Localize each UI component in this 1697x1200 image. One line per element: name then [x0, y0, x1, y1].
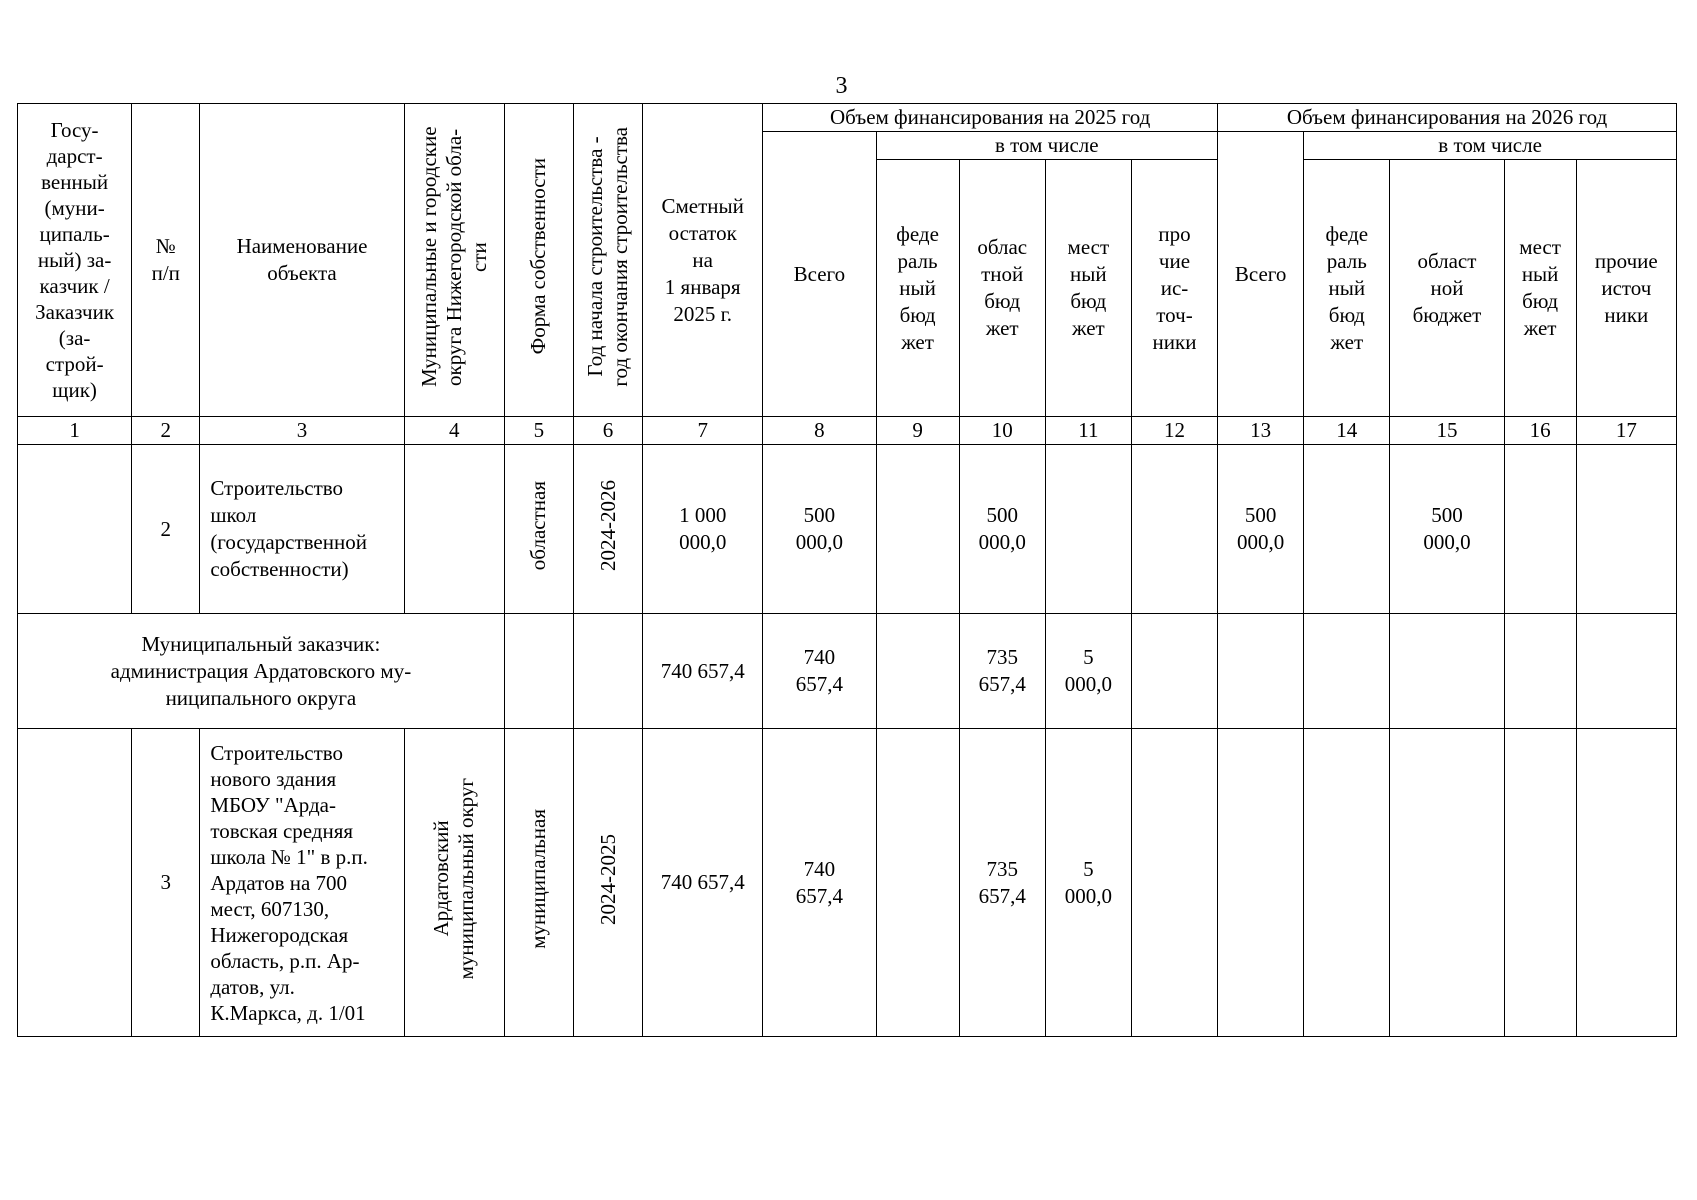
cell-local-2026 [1504, 614, 1576, 729]
column-number: 16 [1504, 417, 1576, 445]
column-number: 9 [876, 417, 959, 445]
cell-local-2026 [1504, 729, 1576, 1037]
header-total-2025: Всего [763, 132, 876, 417]
column-number: 3 [200, 417, 404, 445]
column-number: 5 [504, 417, 573, 445]
cell-regional-2025: 735 657,4 [959, 614, 1045, 729]
cell-other-2026 [1576, 445, 1676, 614]
cell-customer [18, 729, 132, 1037]
cell-total-2025: 740 657,4 [763, 614, 876, 729]
header-other-2026: прочие источ ники [1576, 160, 1676, 417]
cell-federal-2026 [1304, 445, 1390, 614]
header-row-top [18, 104, 1677, 132]
column-number: 2 [132, 417, 200, 445]
header-including-2026: в том числе [1304, 132, 1677, 160]
cell-regional-2025: 735 657,4 [959, 729, 1045, 1037]
column-number: 12 [1131, 417, 1217, 445]
cell-federal-2025 [876, 614, 959, 729]
cell-years [573, 614, 642, 729]
cell-district [404, 445, 504, 614]
cell-total-2025: 740 657,4 [763, 729, 876, 1037]
column-number: 8 [763, 417, 876, 445]
cell-remainder: 740 657,4 [643, 729, 763, 1037]
header-object-name: Наименование объекта [200, 104, 404, 417]
cell-number: 3 [132, 729, 200, 1037]
header-estimated-remainder: Сметный остаток на 1 января 2025 г. [643, 104, 763, 417]
cell-total-2026 [1218, 614, 1304, 729]
cell-municipal-customer: Муниципальный заказчик: администрация Ардатовского му- ниципального округа [18, 614, 505, 729]
column-number: 14 [1304, 417, 1390, 445]
header-local-2026: мест ный бюд жет [1504, 160, 1576, 417]
cell-local-2026 [1504, 445, 1576, 614]
header-construction-years: Год начала строительства - год окончания строительства [573, 104, 642, 417]
cell-regional-2026: 500 000,0 [1390, 445, 1504, 614]
cell-remainder: 740 657,4 [643, 614, 763, 729]
header-financing-2025: Объем финансирования на 2025 год [763, 104, 1218, 132]
cell-ownership: областная [504, 445, 573, 614]
column-number: 13 [1218, 417, 1304, 445]
cell-other-2026 [1576, 614, 1676, 729]
header-districts: Муниципальные и городские округа Нижегородской обла- сти [404, 104, 504, 417]
cell-ownership [504, 614, 573, 729]
header-number: № п/п [132, 104, 200, 417]
cell-regional-2026 [1390, 614, 1504, 729]
cell-other-2025 [1131, 445, 1217, 614]
cell-number: 2 [132, 445, 200, 614]
header-financing-2026: Объем финансирования на 2026 год [1218, 104, 1677, 132]
header-including-2025: в том числе [876, 132, 1218, 160]
table-row [18, 729, 1677, 1037]
cell-regional-2025: 500 000,0 [959, 445, 1045, 614]
header-local-2025: мест ный бюд жет [1045, 160, 1131, 417]
header-ownership-form: Форма собственности [504, 104, 573, 417]
cell-federal-2025 [876, 445, 959, 614]
cell-total-2025: 500 000,0 [763, 445, 876, 614]
cell-other-2025 [1131, 729, 1217, 1037]
cell-district: Ардатовский муниципальный округ [404, 729, 504, 1037]
cell-object-name: Строительство нового здания МБОУ "Арда- товская средняя школа № 1" в р.п. Ардатов на 700 мест, 607130, Нижегородская область, р.п. Ар- датов, ул. К.Маркса, д. 1/01 [200, 729, 404, 1037]
table-row [18, 614, 1677, 729]
column-number: 6 [573, 417, 642, 445]
header-federal-2025: феде раль ный бюд жет [876, 160, 959, 417]
cell-years: 2024-2025 [573, 729, 642, 1037]
column-number: 1 [18, 417, 132, 445]
cell-remainder: 1 000 000,0 [643, 445, 763, 614]
cell-regional-2026 [1390, 729, 1504, 1037]
column-number: 11 [1045, 417, 1131, 445]
header-total-2026: Всего [1218, 132, 1304, 417]
cell-other-2025 [1131, 614, 1217, 729]
column-number: 4 [404, 417, 504, 445]
header-other-2025: про чие ис- точ- ники [1131, 160, 1217, 417]
cell-local-2025 [1045, 445, 1131, 614]
cell-total-2026: 500 000,0 [1218, 445, 1304, 614]
header-regional-2026: област ной бюджет [1390, 160, 1504, 417]
cell-local-2025: 5 000,0 [1045, 614, 1131, 729]
cell-total-2026 [1218, 729, 1304, 1037]
cell-years: 2024-2026 [573, 445, 642, 614]
cell-local-2025: 5 000,0 [1045, 729, 1131, 1037]
header-federal-2026: феде раль ный бюд жет [1304, 160, 1390, 417]
column-number: 15 [1390, 417, 1504, 445]
column-number: 10 [959, 417, 1045, 445]
financing-table [17, 103, 1677, 1037]
cell-object-name: Строительство школ (государственной собственности) [200, 445, 404, 614]
cell-federal-2025 [876, 729, 959, 1037]
header-customer: Госу- дарст- венный (муни- ципаль- ный) за- казчик / Заказчик (за- строй- щик) [18, 104, 132, 417]
cell-customer [18, 445, 132, 614]
page-number: 3 [835, 73, 848, 99]
table-row [18, 445, 1677, 614]
cell-ownership: муниципальная [504, 729, 573, 1037]
column-number: 7 [643, 417, 763, 445]
cell-federal-2026 [1304, 729, 1390, 1037]
column-number-row [18, 417, 1677, 445]
column-number: 17 [1576, 417, 1676, 445]
cell-other-2026 [1576, 729, 1676, 1037]
header-regional-2025: облас тной бюд жет [959, 160, 1045, 417]
cell-federal-2026 [1304, 614, 1390, 729]
